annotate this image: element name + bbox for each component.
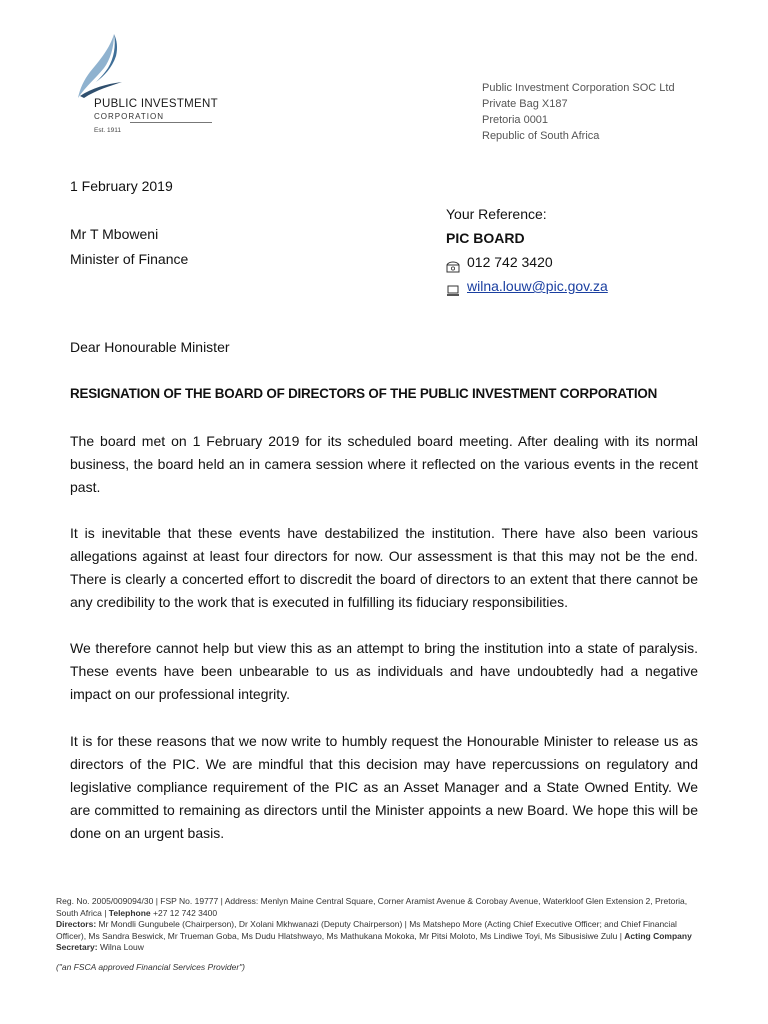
salutation: Dear Honourable Minister	[70, 339, 230, 355]
logo-sub: CORPORATION	[94, 112, 164, 121]
body-paragraph: It is for these reasons that we now write to humbly request the Honourable Minister to release us as directors of the PIC. We are mindful that this decision may have repercussions on regulatory and legislative compliance requirement of the PIC as an Asset Manager and a State Owned Entity. We are committed to remaining as directors until the Minister appoints a new Board. We hope this will be done on an urgent basis.	[70, 733, 698, 841]
address-line: Pretoria 0001	[482, 114, 549, 126]
address-line: Republic of South Africa	[482, 130, 600, 142]
logo-est: Est. 1911	[94, 127, 121, 134]
footer-tel-label: Telephone	[108, 907, 151, 918]
address-line: Private Bag X187	[482, 98, 568, 110]
body-paragraph: The board met on 1 February 2019 for its scheduled board meeting. After dealing with its normal business, the board held an in camera session where it reflected on the various events in the recent past.	[70, 433, 698, 495]
footer-secretary: Wilna Louw	[99, 942, 144, 952]
letter-footer	[56, 896, 708, 973]
footer-registration	[56, 896, 708, 919]
telephone-icon	[446, 256, 460, 268]
footer-tel: +27 12 742 3400	[153, 907, 218, 918]
footer-address: Menlyn Maine Central Square, Corner Aramist Avenue & Corobay Avenue, Waterkloof Glen Extension 2, Pretoria, South Africa |	[56, 896, 688, 918]
footer-directors-list: Mr Mondli Gungubele (Chairperson), Dr Xolani Mkhwanazi (Deputy Chairperson) | Ms Matshepo More (Acting Chief Executive Officer; and Chief Financial Officer), Ms Sandra Beswick, Mr Trueman Goba, Ms Dudu Hlatshwayo, Ms Mathukana Mokoka, Mr Pitsi Moloto, Ms Lindiwe Toyi, Ms Sibusisiwe Zulu |	[56, 919, 677, 941]
footer-directors	[56, 919, 708, 954]
email-link[interactable]: wilna.louw@pic.gov.za	[467, 278, 608, 294]
reference-label: Your Reference:	[446, 206, 547, 222]
reference-board: PIC BOARD	[446, 230, 525, 246]
pic-logo-icon	[70, 30, 140, 102]
footer-fsca: ("an FSCA approved Financial Services Provider")	[56, 961, 246, 972]
logo-rule	[130, 122, 212, 123]
phone-number: 012 742 3420	[467, 254, 553, 270]
body-paragraph: We therefore cannot help but view this as an attempt to bring the institution into a state of paralysis. These events have been unbearable to us as individuals and have undoubtedly had a negative impact on our professional integrity.	[70, 640, 698, 702]
recipient-title: Minister of Finance	[70, 251, 189, 267]
phone-line	[446, 250, 608, 274]
computer-icon	[446, 280, 460, 292]
recipient-name: Mr T Mboweni	[70, 226, 159, 242]
recipient-block	[70, 222, 188, 272]
footer-reg-label: Reg. No. 2005/009094/30 | FSP No. 19777 | Address:	[56, 896, 259, 906]
letter-date: 1 February 2019	[70, 178, 173, 194]
reference-block	[446, 202, 608, 298]
body-paragraph: It is inevitable that these events have destabilized the institution. There have also been various allegations against at least four directors for now. Our assessment is that this may not be the end. There is clearly a concerted effort to discredit the board of directors to an extent that there cannot be any credibility to the work that is executed in fulfilling its fiduciary responsibilities.	[70, 525, 698, 610]
pic-logo	[70, 30, 230, 140]
logo-name: PUBLIC INVESTMENT	[94, 98, 218, 110]
letter-subject: RESIGNATION OF THE BOARD OF DIRECTORS OF THE PUBLIC INVESTMENT CORPORATION	[70, 386, 658, 401]
sender-address	[482, 80, 675, 144]
footer-secretary-label: Acting Company Secretary:	[56, 930, 692, 952]
address-line: Public Investment Corporation SOC Ltd	[482, 82, 675, 94]
email-line	[446, 274, 608, 298]
footer-directors-label: Directors:	[56, 919, 97, 929]
